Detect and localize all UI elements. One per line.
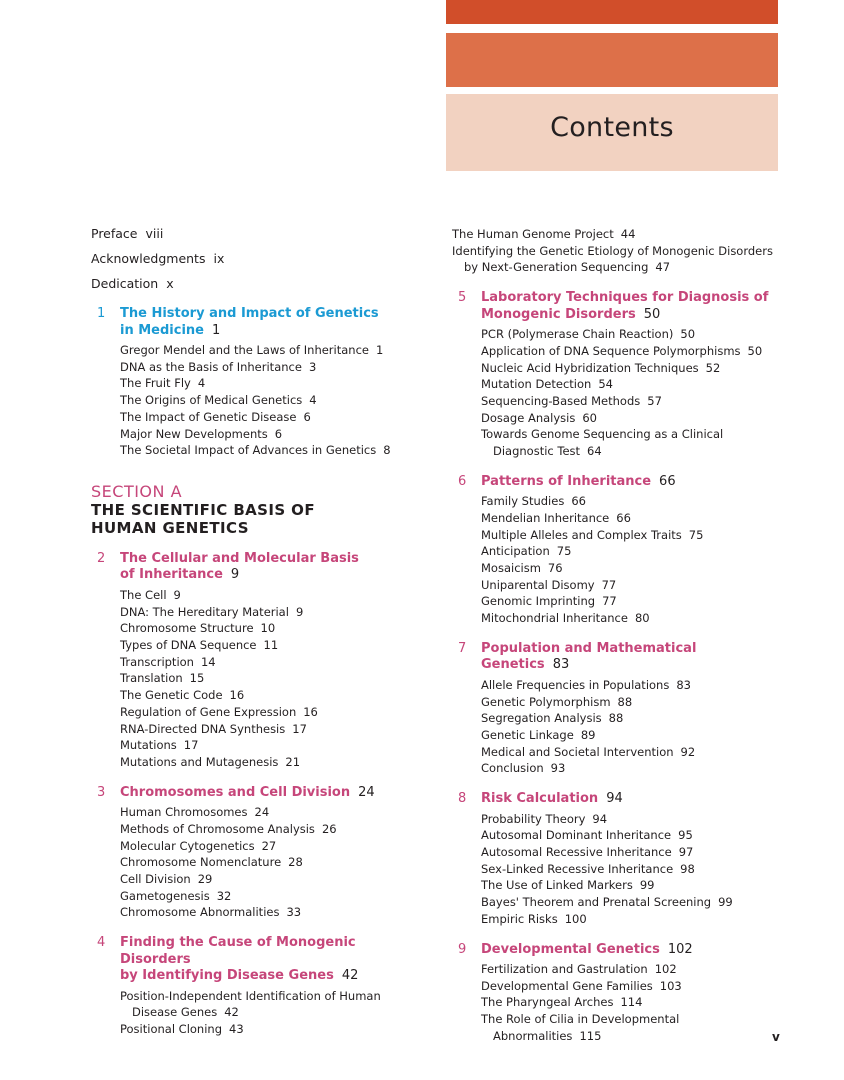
- toc-entry-title: Bayes' Theorem and Prenatal Screening: [481, 895, 712, 910]
- toc-entry-page: 32: [216, 888, 232, 903]
- chapter-title-continued[interactable]: [481, 307, 782, 324]
- toc-entry-page: 3: [308, 359, 317, 374]
- toc-entry-page: 16: [303, 704, 318, 719]
- header-band-top: [446, 0, 778, 24]
- toc-entry-title: Family Studies: [481, 494, 565, 509]
- toc-entry-page: 77: [601, 577, 617, 592]
- toc-entry-title: Mutations: [120, 738, 177, 753]
- toc-entry-page: 15: [189, 671, 205, 686]
- toc-entry[interactable]: [120, 375, 421, 392]
- toc-entry-page: 43: [229, 1021, 244, 1036]
- chapter-title[interactable]: [481, 641, 782, 674]
- toc-entry-title: Mitochondrial Inheritance: [481, 611, 628, 626]
- toc-entry-page: 64: [587, 444, 602, 459]
- toc-entry[interactable]: [481, 760, 782, 777]
- toc-entry-title: Nucleic Acid Hybridization Techniques: [481, 360, 699, 375]
- chapter-number: 5: [458, 290, 467, 306]
- toc-entry[interactable]: [481, 510, 782, 527]
- chapter-title-line-1: The Cellular and Molecular Basis: [120, 550, 359, 566]
- toc-entry-title: Anticipation: [481, 544, 550, 559]
- chapter-title-line-1: Developmental Genetics: [481, 941, 660, 957]
- toc-entry[interactable]: [120, 442, 421, 459]
- chapter-title-line-1: Patterns of Inheritance: [481, 473, 652, 489]
- toc-entry-title: Probability Theory: [481, 811, 586, 826]
- toc-entry[interactable]: [120, 604, 421, 621]
- toc-entry-page: 75: [556, 544, 572, 559]
- toc-entry[interactable]: [120, 721, 421, 738]
- toc-entry[interactable]: [120, 888, 421, 905]
- toc-right-column: [452, 226, 782, 1045]
- toc-entry-page: 1: [375, 343, 384, 357]
- toc-entry[interactable]: [120, 754, 421, 771]
- toc-entry-title: The Human Genome Project: [452, 227, 614, 241]
- chapter-page: 83: [552, 657, 570, 673]
- toc-entry-title: Application of DNA Sequence Polymorphisms: [481, 343, 741, 358]
- chapter-title[interactable]: [120, 551, 421, 568]
- chapter-entries: [120, 804, 421, 921]
- toc-chapter-6: [452, 474, 782, 627]
- toc-chapter-7: [452, 641, 782, 777]
- toc-entry[interactable]: [120, 804, 421, 821]
- toc-entry-page: 88: [617, 694, 633, 709]
- toc-entry[interactable]: [481, 593, 782, 610]
- chapter-number: 6: [458, 473, 467, 489]
- toc-chapter-4-continued: [452, 226, 782, 276]
- toc-chapter-1: [91, 306, 421, 459]
- toc-entry-page: 4: [197, 376, 206, 391]
- toc-chapter-8: [452, 791, 782, 927]
- toc-entry-title: Fertilization and Gastrulation: [481, 962, 648, 976]
- chapter-title-line-2: Monogenic Disorders: [481, 306, 636, 322]
- toc-front-matter-dedication[interactable]: Dedication x: [91, 276, 174, 291]
- toc-entry[interactable]: [481, 894, 782, 911]
- toc-entry-title: Segregation Analysis: [481, 711, 602, 726]
- toc-entry-title: Chromosome Abnormalities: [120, 905, 280, 920]
- toc-entry-page: 42: [224, 1005, 239, 1020]
- toc-entry[interactable]: [452, 226, 782, 243]
- toc-entry[interactable]: [120, 687, 421, 704]
- toc-entry[interactable]: [481, 811, 782, 828]
- toc-entry-title: Empiric Risks: [481, 911, 558, 926]
- chapter-entries: [481, 677, 782, 777]
- toc-entry[interactable]: [481, 376, 782, 393]
- chapter-title[interactable]: [481, 474, 782, 491]
- toc-entry[interactable]: [481, 861, 782, 878]
- toc-entry-page: 54: [598, 377, 613, 392]
- toc-entry-page: 52: [705, 360, 721, 375]
- toc-entry-page: 66: [571, 494, 586, 509]
- toc-entry-page: 50: [680, 327, 696, 342]
- toc-entry[interactable]: [481, 961, 782, 978]
- toc-entry-page: 17: [292, 721, 307, 736]
- toc-entry[interactable]: [481, 710, 782, 727]
- chapter-title-line-2: of Inheritance: [120, 567, 223, 583]
- chapter-entries: [120, 988, 421, 1038]
- toc-entry-title: Chromosome Nomenclature: [120, 855, 282, 870]
- toc-entry-page: 21: [285, 754, 301, 769]
- chapter-entries: [481, 811, 782, 928]
- toc-entry-page: 27: [261, 838, 277, 853]
- toc-entry-page: 66: [616, 510, 631, 525]
- chapter-title-continued[interactable]: [120, 323, 421, 340]
- toc-entry-page: 97: [678, 844, 694, 859]
- toc-entry-title: Translation: [120, 671, 183, 686]
- toc-entry-title: Conclusion: [481, 761, 544, 776]
- toc-entry-title: Uniparental Disomy: [481, 577, 595, 592]
- toc-entry[interactable]: [481, 978, 782, 995]
- toc-entry-title: The Role of Cilia in Developmental Abnormalities: [481, 1012, 680, 1043]
- toc-entry[interactable]: [481, 393, 782, 410]
- section-title-line-2: HUMAN GENETICS: [91, 518, 249, 537]
- toc-entry-page: 93: [550, 761, 566, 776]
- chapter-title[interactable]: [120, 935, 421, 968]
- toc-entry[interactable]: [120, 620, 421, 637]
- toc-entry[interactable]: [481, 1011, 782, 1044]
- toc-entry[interactable]: [481, 410, 782, 427]
- toc-chapter-2: [91, 551, 421, 771]
- toc-entry-page: 98: [680, 861, 695, 876]
- toc-entry[interactable]: [120, 821, 421, 838]
- toc-entry-page: 9: [295, 604, 304, 619]
- chapter-page: 24: [358, 784, 375, 800]
- page-number: v: [772, 1030, 780, 1044]
- toc-entry[interactable]: [120, 359, 421, 376]
- chapter-entries: [120, 342, 421, 459]
- toc-front-matter-acknowledgments[interactable]: Acknowledgments ix: [91, 251, 225, 266]
- toc-entry-title: Gregor Mendel and the Laws of Inheritance: [120, 343, 369, 357]
- toc-left-column: [91, 226, 421, 1038]
- toc-entry-title: Major New Developments: [120, 426, 268, 441]
- toc-chapter-5: [452, 290, 782, 460]
- toc-entry[interactable]: [481, 827, 782, 844]
- toc-entry-title: The Cell: [120, 587, 167, 602]
- chapter-page: 66: [659, 473, 676, 489]
- toc-entry-title: RNA-Directed DNA Synthesis: [120, 721, 286, 736]
- chapter-title-line-1: Population and Mathematical Genetics: [481, 640, 697, 673]
- toc-entry-title: Gametogenesis: [120, 888, 210, 903]
- toc-entry[interactable]: [481, 694, 782, 711]
- toc-entry-page: 17: [183, 738, 199, 753]
- chapter-title-line-2: in Medicine: [120, 322, 204, 338]
- toc-entry[interactable]: [120, 342, 421, 359]
- toc-entry[interactable]: [481, 844, 782, 861]
- toc-entry[interactable]: [120, 704, 421, 721]
- toc-entry-title: The Pharyngeal Arches: [481, 995, 614, 1010]
- toc-entry-page: 95: [678, 828, 693, 843]
- toc-entry-page: 88: [608, 711, 624, 726]
- toc-entry-title: Mutations and Mutagenesis: [120, 754, 279, 769]
- toc-entry-title: The Fruit Fly: [120, 376, 191, 391]
- chapter-number: 3: [97, 784, 106, 800]
- toc-entry-title: DNA as the Basis of Inheritance: [120, 359, 302, 374]
- toc-entry-title: The Origins of Medical Genetics: [120, 393, 303, 408]
- toc-entry-title: Mutation Detection: [481, 377, 592, 392]
- header-band-middle: [446, 33, 778, 87]
- toc-entry-title: Genetic Linkage: [481, 727, 574, 742]
- section-heading: [91, 483, 421, 537]
- toc-chapter-9: [452, 942, 782, 1045]
- toc-entry-page: 24: [254, 805, 270, 820]
- toc-entry[interactable]: [120, 426, 421, 443]
- chapter-page: 1: [212, 322, 221, 338]
- toc-entry-page: 16: [229, 688, 245, 703]
- toc-entry[interactable]: [481, 360, 782, 377]
- toc-entry-page: 8: [383, 443, 391, 458]
- toc-entry[interactable]: [120, 1021, 421, 1038]
- toc-entry-title: Towards Genome Sequencing as a Clinical Diagnostic Test: [481, 427, 724, 459]
- toc-entry-page: 33: [286, 905, 302, 920]
- toc-entry-title: Position-Independent Identification of Human Disease Genes: [120, 988, 381, 1020]
- toc-front-matter-preface[interactable]: Preface viii: [91, 226, 164, 241]
- toc-entry-title: Chromosome Structure: [120, 621, 254, 636]
- chapter-title-line-1: Finding the Cause of Monogenic Disorders: [120, 935, 356, 967]
- toc-entry[interactable]: [120, 654, 421, 671]
- chapter-title-line-1: The History and Impact of Genetics: [120, 306, 379, 321]
- toc-entry-title: Dosage Analysis: [481, 410, 576, 425]
- toc-entry[interactable]: [120, 904, 421, 921]
- chapter-number: 1: [97, 306, 106, 321]
- toc-chapter-4: [91, 935, 421, 1038]
- toc-entry-title: The Impact of Genetic Disease: [120, 409, 297, 424]
- toc-entry[interactable]: [481, 426, 782, 459]
- toc-entry-title: DNA: The Hereditary Material: [120, 604, 289, 619]
- toc-entry-page: 10: [260, 621, 276, 636]
- toc-entry-title: Allele Frequencies in Populations: [481, 677, 670, 692]
- toc-entry-page: 57: [647, 393, 662, 408]
- toc-entry[interactable]: [481, 744, 782, 761]
- toc-entry-page: 50: [747, 343, 763, 358]
- toc-entry[interactable]: [481, 543, 782, 560]
- toc-entry[interactable]: [481, 911, 782, 928]
- chapter-entries: [481, 326, 782, 460]
- toc-entry-page: 4: [309, 393, 317, 408]
- toc-entry[interactable]: [481, 560, 782, 577]
- toc-entry[interactable]: [481, 727, 782, 744]
- toc-entry-title: Mendelian Inheritance: [481, 510, 610, 525]
- toc-entry-title: The Genetic Code: [120, 688, 223, 703]
- toc-entry-page: 11: [263, 638, 279, 653]
- chapter-title-continued[interactable]: [120, 567, 421, 584]
- section-label: SECTION A: [91, 481, 183, 501]
- toc-entry-title: Types of DNA Sequence: [120, 638, 257, 653]
- toc-entry-page: 89: [580, 727, 596, 742]
- toc-entry-title: Regulation of Gene Expression: [120, 704, 297, 719]
- toc-entry-page: 83: [676, 677, 691, 692]
- toc-entry-title: Multiple Alleles and Complex Traits: [481, 527, 682, 542]
- toc-entry-title: Medical and Societal Intervention: [481, 744, 674, 759]
- chapter-page: 42: [341, 968, 359, 984]
- chapter-entries: [120, 587, 421, 771]
- chapter-title-line-2: by Identifying Disease Genes: [120, 968, 334, 984]
- chapter-entries: [481, 961, 782, 1045]
- chapter-page: 102: [667, 941, 693, 957]
- toc-entry-title: Identifying the Genetic Etiology of Monogenic Disorders by Next-Generation Sequencing: [452, 243, 773, 275]
- toc-entry-title: Sequencing-Based Methods: [481, 393, 641, 408]
- toc-entry-page: 80: [634, 611, 650, 626]
- toc-entry-title: Developmental Gene Families: [481, 978, 653, 993]
- chapter-title[interactable]: [481, 290, 782, 307]
- page-title: Contents: [550, 112, 674, 143]
- toc-chapter-3: [91, 785, 421, 921]
- toc-entry[interactable]: [120, 587, 421, 604]
- toc-entry-page: 28: [288, 855, 303, 870]
- toc-entry-title: The Societal Impact of Advances in Genetics: [120, 443, 377, 458]
- toc-entry[interactable]: [120, 838, 421, 855]
- toc-entry-page: 6: [274, 426, 283, 441]
- chapter-title[interactable]: [120, 785, 421, 802]
- toc-entry[interactable]: [481, 877, 782, 894]
- toc-entry-page: 44: [620, 227, 636, 241]
- section-title-line-1: THE SCIENTIFIC BASIS OF: [91, 500, 315, 519]
- toc-entry-title: Genomic Imprinting: [481, 594, 596, 609]
- toc-entry-title: Methods of Chromosome Analysis: [120, 821, 315, 836]
- toc-entry[interactable]: [120, 871, 421, 888]
- toc-entry-page: 76: [547, 561, 563, 576]
- chapter-title[interactable]: [481, 791, 782, 808]
- toc-entry[interactable]: [120, 409, 421, 426]
- toc-entry-page: 60: [582, 410, 597, 425]
- toc-entry[interactable]: [120, 670, 421, 687]
- toc-entry-page: 29: [197, 871, 213, 886]
- toc-entry-page: 102: [654, 962, 677, 976]
- toc-entry[interactable]: [481, 527, 782, 544]
- chapter-number: 8: [458, 791, 467, 807]
- toc-entry-page: 47: [655, 260, 671, 275]
- toc-entry-title: Cell Division: [120, 871, 191, 886]
- toc-entry-title: The Use of Linked Markers: [481, 878, 633, 893]
- toc-entry-page: 6: [303, 409, 311, 424]
- chapter-number: 4: [97, 935, 106, 951]
- toc-entry[interactable]: [120, 737, 421, 754]
- toc-entry[interactable]: [120, 854, 421, 871]
- toc-entry-title: PCR (Polymerase Chain Reaction): [481, 327, 674, 342]
- toc-entry-title: Transcription: [120, 654, 194, 669]
- chapter-title-line-1: Chromosomes and Cell Division: [120, 784, 351, 800]
- toc-entry-page: 103: [659, 978, 682, 993]
- toc-entry[interactable]: [481, 343, 782, 360]
- toc-entry[interactable]: [120, 392, 421, 409]
- chapter-number: 9: [458, 941, 467, 957]
- toc-entry-page: 99: [639, 878, 655, 893]
- chapter-page: 50: [643, 306, 661, 322]
- toc-entry-title: Genetic Polymorphism: [481, 694, 611, 709]
- chapter-title[interactable]: [481, 942, 782, 959]
- toc-entry-title: Autosomal Recessive Inheritance: [481, 844, 672, 859]
- toc-entry[interactable]: [481, 677, 782, 694]
- toc-entry[interactable]: [481, 610, 782, 627]
- chapter-title-line-1: Risk Calculation: [481, 791, 599, 807]
- toc-entry-title: Autosomal Dominant Inheritance: [481, 828, 672, 843]
- toc-entry[interactable]: [120, 988, 421, 1021]
- toc-entry[interactable]: [120, 637, 421, 654]
- toc-entry-page: 99: [718, 895, 733, 910]
- chapter-title-line-1: Laboratory Techniques for Diagnosis of: [481, 290, 769, 306]
- toc-entry-page: 115: [579, 1028, 602, 1043]
- toc-entry-page: 77: [602, 594, 617, 609]
- chapter-page: 9: [230, 567, 240, 583]
- toc-entry-title: Positional Cloning: [120, 1021, 223, 1036]
- toc-entry-page: 26: [321, 821, 337, 836]
- toc-entry-title: Mosaicism: [481, 561, 541, 576]
- chapter-number: 2: [97, 550, 106, 566]
- toc-entry-page: 75: [688, 527, 704, 542]
- toc-entry[interactable]: [452, 243, 782, 276]
- toc-entry[interactable]: [481, 493, 782, 510]
- toc-entry[interactable]: [481, 994, 782, 1011]
- toc-entry[interactable]: [481, 577, 782, 594]
- chapter-number: 7: [458, 640, 467, 656]
- chapter-title[interactable]: [120, 306, 421, 323]
- toc-entry-page: 100: [564, 911, 587, 926]
- chapter-page: 94: [606, 791, 623, 807]
- chapter-entries: [481, 493, 782, 627]
- toc-entry[interactable]: [481, 326, 782, 343]
- toc-entry-page: 14: [200, 654, 216, 669]
- chapter-title-continued[interactable]: [120, 968, 421, 985]
- toc-entry-page: 92: [680, 744, 696, 759]
- toc-entry-title: Sex-Linked Recessive Inheritance: [481, 861, 674, 876]
- toc-entry-page: 94: [592, 811, 608, 826]
- toc-entry-page: 9: [173, 587, 181, 602]
- toc-entry-page: 114: [620, 995, 643, 1010]
- toc-entry-title: Human Chromosomes: [120, 805, 248, 820]
- toc-entry-title: Molecular Cytogenetics: [120, 838, 255, 853]
